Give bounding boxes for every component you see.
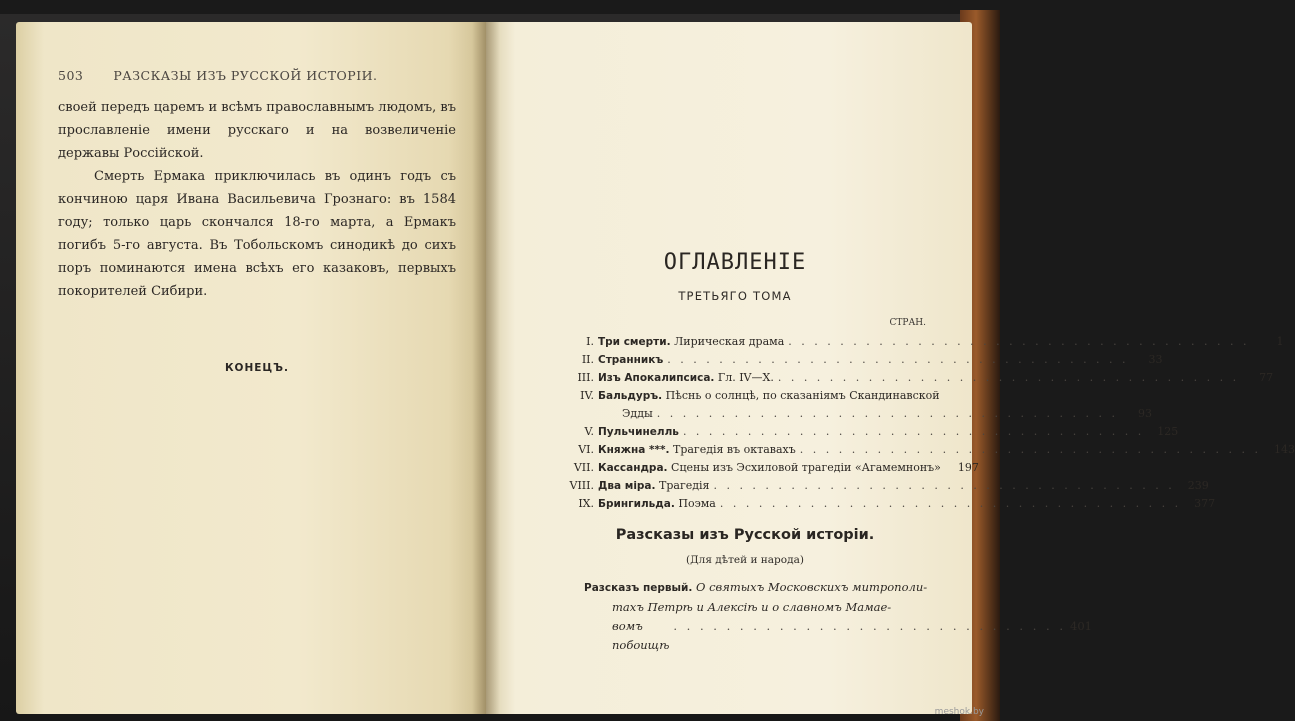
toc-entry-number: II. <box>581 353 594 366</box>
toc-entry-title-rest: Трагедія <box>655 479 710 492</box>
leader-dots: . . . . . . . . . . . . . . . . . . . . . . . . . . . . . . . . . . . . <box>713 479 1175 492</box>
toc-subtitle: ТРЕТЬЯГО ТОМА <box>678 289 792 303</box>
leader-dots: . . . . . . . . . . . . . . . . . . . . . . . . . . . . . . . . . . . . <box>788 335 1250 348</box>
toc-entry-page: 1 <box>1276 335 1284 348</box>
toc-entry-title-rest: Пѣснь о солнцѣ, по сказаніямъ Скандинавской <box>662 389 940 402</box>
toc-entry-title-rest: Сцены изъ Эсхиловой трагедіи «Агамемнонъ» <box>667 461 941 474</box>
toc-entry <box>560 477 1209 495</box>
toc-entry-title-bold: Брингильда. <box>598 498 675 510</box>
toc-entry-page: 239 <box>1187 479 1209 492</box>
toc-entry-page: 33 <box>1148 353 1163 366</box>
leader-dots: . . . . . . . . . . . . . . . . . . . . . . . . . . . . . . . . . . . . <box>719 497 1182 510</box>
toc-entry-page: 143 <box>1273 443 1295 456</box>
toc-entry-number: VI. <box>578 443 594 456</box>
story-title-line: О святыхъ Московскихъ митрополи- <box>692 580 928 594</box>
toc-entry-title-rest: Поэма <box>674 497 716 510</box>
watermark: meshok.by <box>934 707 984 717</box>
toc-entry-title-bold: Странникъ <box>598 354 664 366</box>
toc-entry-number: IV. <box>580 389 594 402</box>
toc-entry-title <box>598 459 941 477</box>
toc-entry-number: I. <box>586 335 594 348</box>
leader-dots: . . . . . . . . . . . . . . . . . . . . . . . . . . . . . . . . . . . . <box>667 353 1129 366</box>
toc-entry-title-rest: Эдды <box>622 407 653 420</box>
leader-dots: . . . . . . . . . . . . . . . . . . . . . . . . . . . . . . . . . . . . <box>799 443 1261 456</box>
toc-entry-title <box>598 477 709 495</box>
spine-shadow <box>472 22 500 714</box>
leader-dots: . . . . . . . . . . . . . . . . . . . . . . . . . . . . . . <box>673 619 1067 633</box>
toc-entry-title <box>598 423 679 441</box>
toc-entry-title-rest: Гл. IV—X. <box>714 371 774 384</box>
toc-entry <box>560 351 1163 369</box>
toc-entry <box>560 405 1152 423</box>
toc-entry-title <box>598 405 653 423</box>
section-title: Разсказы изъ Русской исторіи. <box>615 527 875 543</box>
toc-entry-title-bold: Кассандра. <box>598 462 668 474</box>
toc-entry-page: 125 <box>1157 425 1179 438</box>
toc-entry-title <box>598 351 663 369</box>
toc-entry <box>560 387 940 405</box>
toc-entry-title-bold: Бальдуръ. <box>598 390 663 402</box>
story-page-number: 401 <box>1070 619 1092 633</box>
story-title-line: вомъ побоищѣ <box>612 619 670 652</box>
paragraph: своей передъ царемъ и всѣмъ православнымъ людомъ, въ прославленіе имени русскаго и на возвеличеніе державы Россійской. <box>58 100 456 161</box>
toc-entry-title <box>598 333 784 351</box>
running-head <box>58 68 458 83</box>
toc-title: ОГЛАВЛЕНІЕ <box>663 250 807 275</box>
left-page-number: 503 <box>58 68 84 83</box>
leader-dots: . . . . . . . . . . . . . . . . . . . . . . . . . . . . . . . . . . . . <box>656 407 1118 420</box>
toc-entry-page: 377 <box>1194 497 1216 510</box>
running-head-title: РАЗСКАЗЫ ИЗЪ РУССКОЙ ИСТОРІИ. <box>113 68 378 83</box>
story-title-line: тахъ Петрѣ и Алексіѣ и о славномъ Мамаe- <box>612 600 892 614</box>
story-entry <box>584 578 1092 655</box>
toc-entry-number: VIII. <box>569 479 594 492</box>
toc-entry-title-bold: Два міра. <box>598 480 656 492</box>
toc-entry-page: 77 <box>1259 371 1274 384</box>
leader-dots: . . . . . . . . . . . . . . . . . . . . . . . . . . . . . . . . . . . . <box>682 425 1145 438</box>
toc-entry-number: V. <box>584 425 594 438</box>
toc-entry-title-rest: Трагедія въ октавахъ <box>669 443 796 456</box>
toc-entry <box>560 423 1179 441</box>
toc-entry-title <box>598 387 940 405</box>
leader-dots: . . . . . . . . . . . . . . . . . . . . . . . . . . . . . . . . . . . . <box>777 371 1240 384</box>
toc-entry-page: 197 <box>957 461 979 474</box>
toc-entry-title-bold: Изъ Апокалипсиса. <box>598 372 715 384</box>
toc-entry <box>560 369 1274 387</box>
end-mark: КОНЕЦЪ. <box>224 362 290 374</box>
story-label: Разсказъ первый. <box>584 582 693 594</box>
toc-entry-title <box>598 369 774 387</box>
toc-entry-title <box>598 441 796 459</box>
toc-entry-title-rest: Лирическая драма <box>670 335 785 348</box>
toc-entry-title-bold: Княжна ***. <box>598 444 670 456</box>
paragraph: Смерть Ермака приключилась въ одинъ годъ съ кончиною царя Ивана Васильевича Грознаго: въ 1584 году; только царь скончался 18-го марта, а Ермакъ погибъ 5-го августа. Въ Тобольскомъ синодикѣ до сихъ поръ поминаются имена всѣхъ его казаковъ, первыхъ покорителей Сибири. <box>58 169 456 299</box>
toc-entry-number: VII. <box>573 461 594 474</box>
toc-entry-number: III. <box>577 371 594 384</box>
toc-entry-title-bold: Пульчинелль <box>598 426 679 438</box>
toc-entry-title-bold: Три смерти. <box>598 336 671 348</box>
toc-entry <box>560 441 1295 459</box>
section-subtitle: (Для дѣтей и народа) <box>686 554 804 566</box>
left-page-text <box>58 96 456 303</box>
toc-entry <box>560 459 979 477</box>
toc-entry-title <box>598 495 716 513</box>
toc-entry <box>560 495 1216 513</box>
toc-entry-page: 93 <box>1137 407 1152 420</box>
toc-entry-number: IX. <box>578 497 594 510</box>
page-column-label: СТРАН. <box>889 318 926 328</box>
toc-list <box>560 333 1295 513</box>
toc-entry <box>560 333 1284 351</box>
